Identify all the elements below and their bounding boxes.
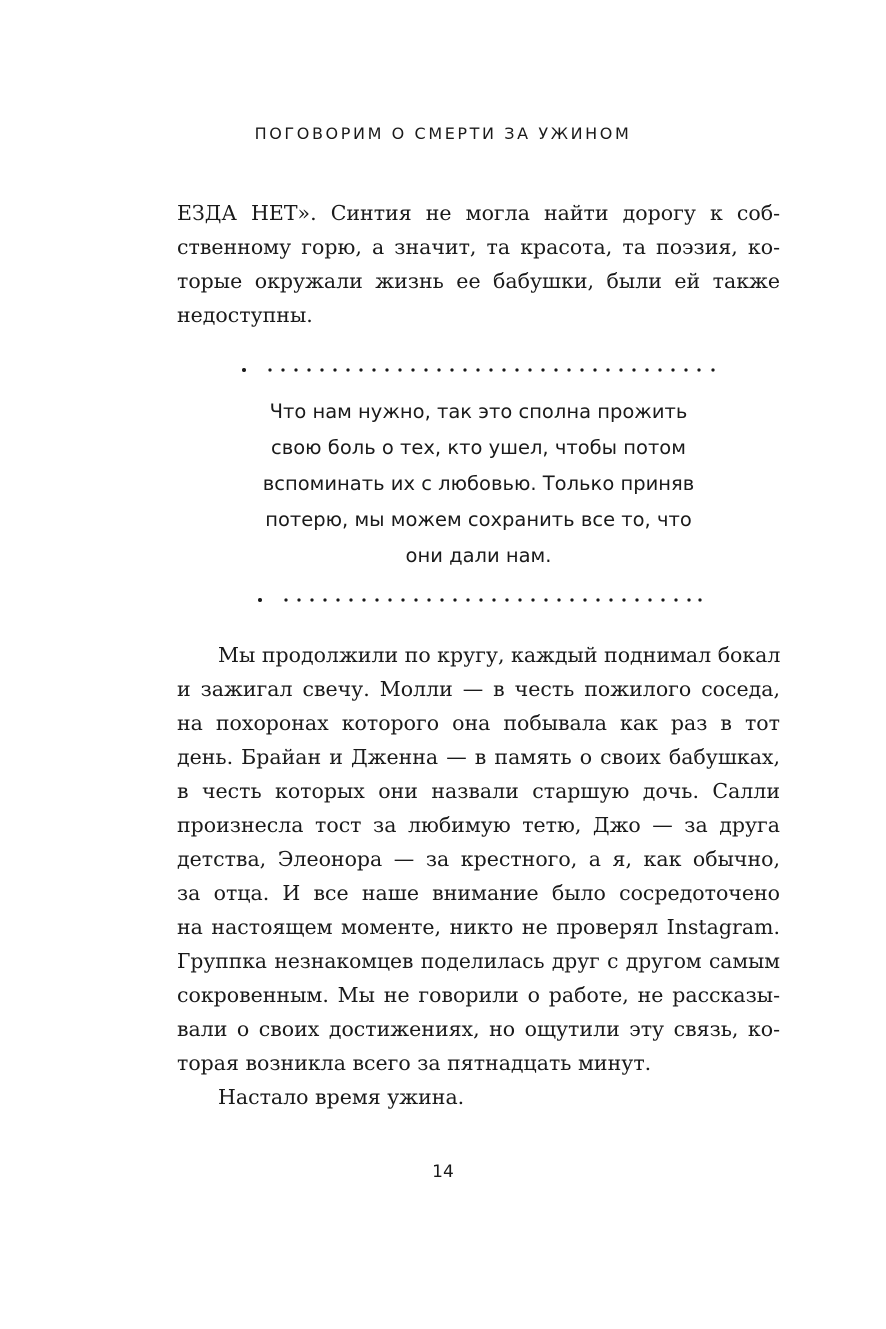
paragraph-line: Настало время ужина. — [218, 1085, 465, 1109]
paragraph-line: сокровенным. Мы не говорили о работе, не рассказы- — [177, 983, 780, 1007]
paragraph-line: за отца. И все наше внимание было сосредоточено — [177, 881, 780, 905]
dotted-rule-graphic — [240, 364, 720, 376]
paragraph-line: на похоронах которого она побывала как раз в тот — [177, 711, 780, 735]
paragraph-line: ственному горю, а значит, та красота, та поэзия, ко- — [177, 235, 780, 259]
paragraph-line: Мы продолжили по кругу, каждый поднимал бокал — [218, 643, 781, 667]
paragraph-line: Группка незнакомцев поделилась друг с другом самым — [177, 949, 780, 973]
paragraph-line: торые окружали жизнь ее бабушки, были ей также — [177, 269, 780, 293]
paragraph-line: детства, Элеонора — за крестного, а я, как обычно, — [177, 847, 780, 871]
pull-quote-line: потерю, мы можем сохранить все то, что — [265, 508, 692, 531]
paragraph-line: на настоящем моменте, никто не проверял Instagram. — [177, 915, 780, 939]
pull-quote-line: свою боль о тех, кто ушел, чтобы потом — [271, 436, 686, 459]
paragraph-line: и зажигал свечу. Молли — в честь пожилого соседа, — [177, 677, 780, 701]
paragraph-line: произнесла тост за любимую тетю, Джо — за друга — [177, 813, 780, 837]
dotted-rule-graphic — [256, 594, 706, 606]
paragraph-line: недоступны. — [177, 303, 313, 327]
quote-bottom-dotted-rule — [256, 594, 706, 606]
pull-quote-line: Что нам нужно, так это сполна прожить — [269, 400, 688, 423]
pull-quote-line: вспоминать их с любовью. Только приняв — [262, 472, 695, 495]
paragraph-line: в честь которых они назвали старшую дочь. Салли — [177, 779, 780, 803]
paragraph-line: день. Брайан и Дженна — в память о своих бабушках, — [177, 745, 780, 769]
paragraph-line: ЕЗДА НЕТ». Синтия не могла найти дорогу к соб- — [177, 201, 780, 225]
page-number: 14 — [432, 1162, 454, 1182]
pull-quote-line: они дали нам. — [405, 544, 552, 567]
running-header: ПОГОВОРИМ О СМЕРТИ ЗА УЖИНОМ — [254, 124, 632, 143]
paragraph-line: торая возникла всего за пятнадцать минут. — [177, 1051, 652, 1075]
quote-top-dotted-rule — [240, 364, 720, 376]
paragraph-line: вали о своих достижениях, но ощутили эту связь, ко- — [177, 1017, 780, 1041]
